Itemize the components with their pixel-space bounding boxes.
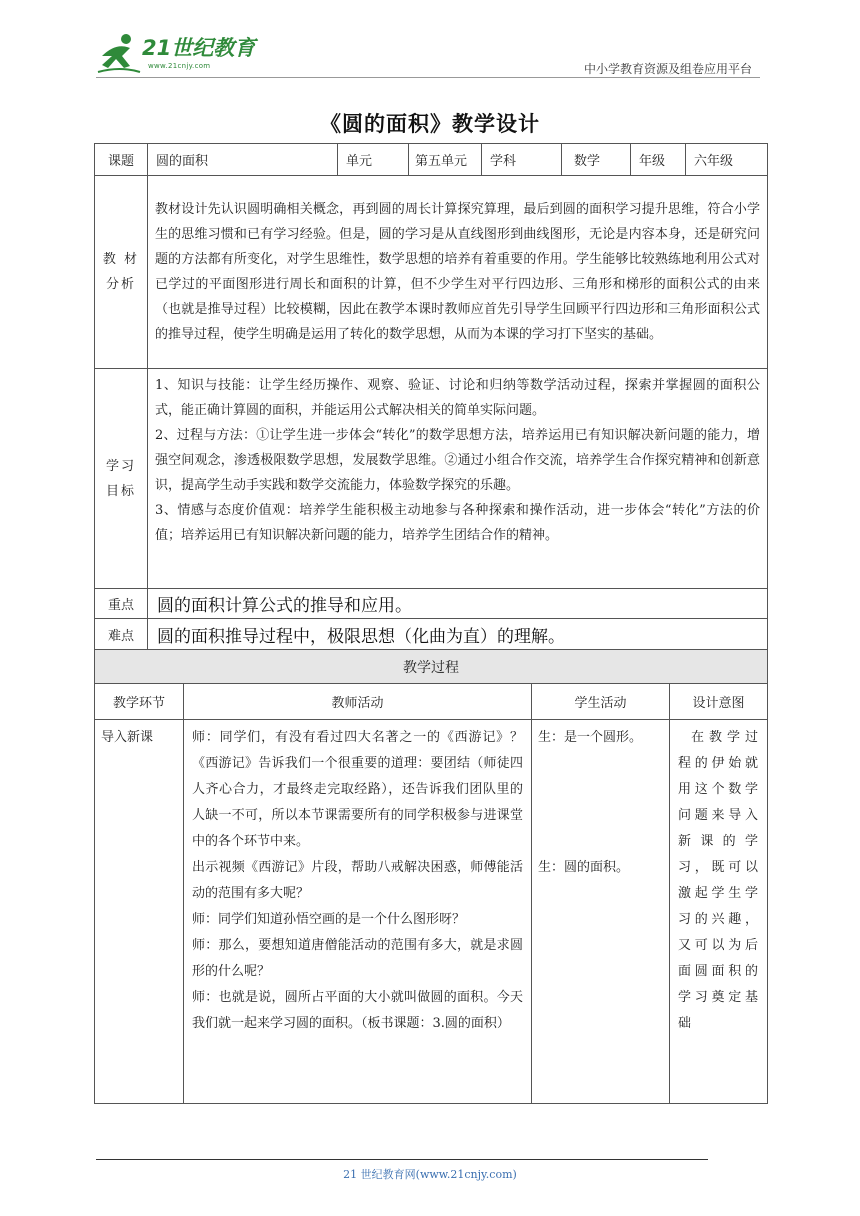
goals-label-line1: 学习 (105, 458, 136, 474)
material-analysis-text: 教材设计先认识圆明确相关概念，再到圆的周长计算探究算理，最后到圆的面积学习提升思维，符合小学生的思维习惯和已有学习经验。但是，圆的学习是从直线图形到曲线图形，无论是内容本身，还是研究问题的方法都有所变化，对学生思维性，数学思想的培养有着重要的作用。学生能够比较熟练地利用公式对已学过的平面图形进行周长和面积的计算，但不少学生对平行四边形、三角形和梯形的面积公式的由来（也就是推导过程）比较模糊，因此在教学本课时教师应首先引导学生回顾平行四边形和三角形面积公式的推导过程，使学生明确是运用了转化的数学思想，从而为本课的学习打下坚实的基础。 (148, 176, 768, 369)
page-header (96, 30, 760, 78)
logo-url: www.21cnjy.com (148, 62, 211, 70)
design-intent-text: 在教学过程的伊始就用这个数学问题来导入新课的学习，既可以激起学生学习的兴趣，又可以为后面圆面积的学习奠定基础 (678, 730, 759, 1031)
logo-text: 21世纪教育 (142, 36, 256, 60)
lesson-info-table (94, 143, 768, 650)
platform-slogan: 中小学教育资源及组卷应用平台 (583, 62, 752, 76)
goals-content (148, 369, 768, 589)
material-label (95, 176, 148, 369)
student-line: 生：圆的面积。 (538, 860, 630, 875)
subject-label: 学科 (482, 144, 562, 176)
topic-value: 圆的面积 (148, 144, 338, 176)
footer-text: 21 世纪教育网(www.21cnjy.com) (343, 1168, 517, 1181)
goals-label (95, 369, 148, 589)
difficulty-text: 圆的面积推导过程中，极限思想（化曲为直）的理解。 (148, 619, 768, 650)
column-teacher: 教师活动 (184, 684, 532, 720)
site-logo[interactable] (96, 30, 276, 78)
key-point-label: 重点 (95, 589, 148, 619)
unit-value: 第五单元 (409, 144, 482, 176)
stage-name: 导入新课 (95, 720, 184, 1104)
goal-item-process: 2、过程与方法：①让学生进一步体会“转化”的数学思想方法，培养运用已有知识解决新问题的能力，增强空间观念，渗透极限数学思想，发展数学思维。②通过小组合作交流，培养学生合作探究精神和创新意识，提高学生动手实践和数学交流能力，体验数学探究的乐趣。 (155, 428, 760, 493)
topic-label: 课题 (95, 144, 148, 176)
grade-value: 六年级 (686, 144, 768, 176)
key-point-text: 圆的面积计算公式的推导和应用。 (148, 589, 768, 619)
teacher-line: 出示视频《西游记》片段，帮助八戒解决困惑，师傅能活动的范围有多大呢？ (192, 860, 523, 901)
goal-item-knowledge: 1、知识与技能：让学生经历操作、观察、验证、讨论和归纳等数学活动过程，探索并掌握圆的面积公式，能正确计算圆的面积，并能运用公式解决相关的简单实际问题。 (155, 378, 760, 418)
runner-icon (96, 32, 142, 76)
student-line: 生：是一个圆形。 (538, 730, 643, 745)
teacher-activity (184, 720, 532, 1104)
column-student: 学生活动 (532, 684, 670, 720)
teacher-line: 师：同学们知道孙悟空画的是一个什么图形呀？ (192, 912, 466, 927)
grade-label: 年级 (631, 144, 686, 176)
unit-label: 单元 (338, 144, 409, 176)
teaching-process-table (94, 649, 768, 1104)
student-activity (532, 720, 670, 1104)
goal-item-attitude: 3、情感与态度价值观：培养学生能积极主动地参与各种探索和操作活动，进一步体会“转化”方法的价值；培养运用已有知识解决新问题的能力，培养学生团结合作的精神。 (155, 503, 760, 543)
material-label-line1: 教 材 (102, 252, 140, 267)
material-label-line2: 分析 (105, 277, 136, 292)
subject-value: 数学 (562, 144, 631, 176)
teacher-line: 师：同学们，有没有看过四大名著之一的《西游记》？《西游记》告诉我们一个很重要的道理：要团结（师徒四人齐心合力，才最终走完取经路），还告诉我们团队里的人缺一不可，所以本节课需要所有的同学积极参与进课堂中的各个环节中来。 (192, 730, 523, 849)
document-title: 《圆的面积》教学设计 (320, 111, 540, 136)
goals-label-line2: 目标 (105, 483, 136, 499)
column-stage: 教学环节 (95, 684, 184, 720)
process-heading: 教学过程 (95, 650, 768, 684)
teacher-line: 师：也就是说，圆所占平面的大小就叫做圆的面积。今天我们就一起来学习圆的面积。（板书课题：3.圆的面积） (192, 990, 523, 1031)
design-intent (670, 720, 768, 1104)
footer-divider (96, 1159, 708, 1160)
difficulty-label: 难点 (95, 619, 148, 650)
teacher-line: 师：那么，要想知道唐僧能活动的范围有多大，就是求圆形的什么呢？ (192, 938, 523, 979)
header-divider (96, 77, 760, 78)
column-intent: 设计意图 (670, 684, 768, 720)
